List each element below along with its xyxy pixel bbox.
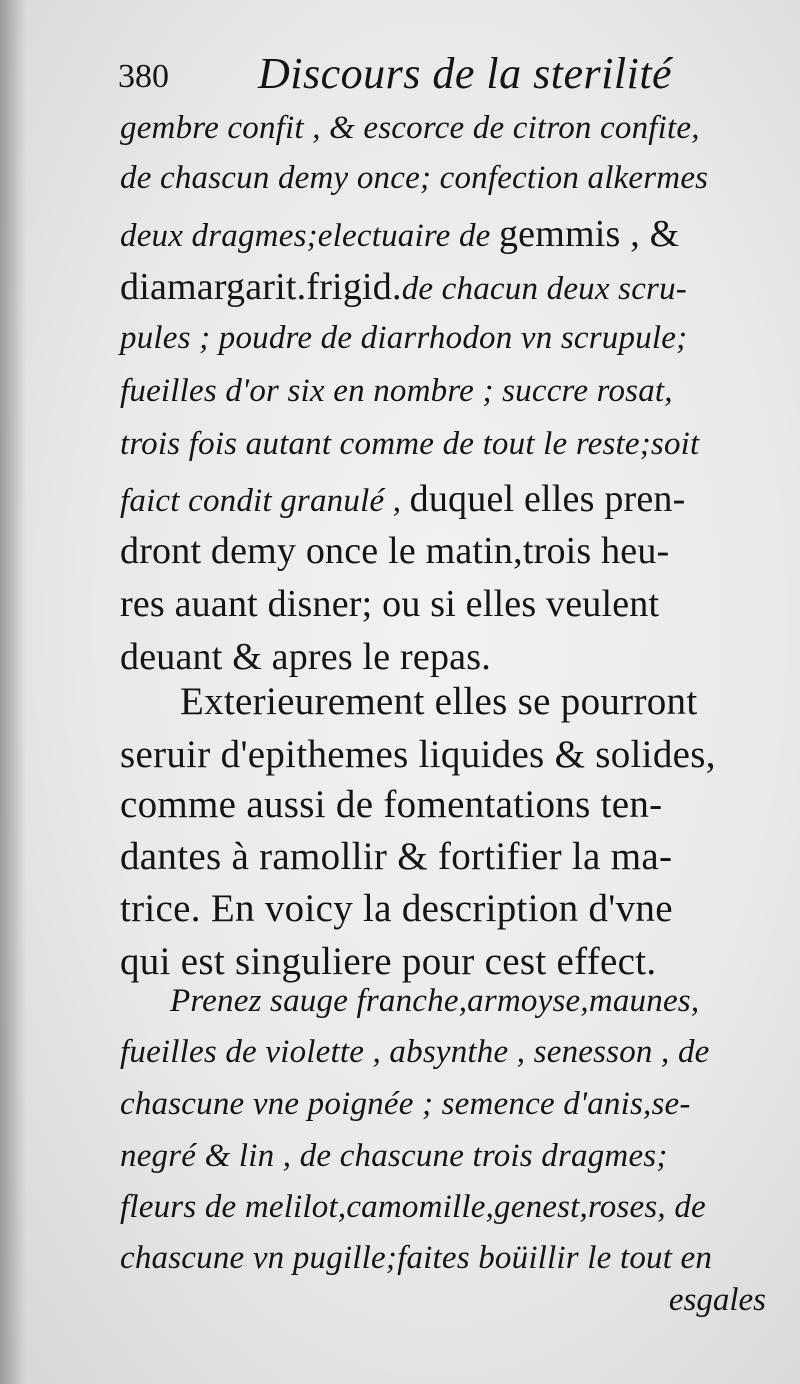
text-run: Prenez sauge franche,armoyse,maunes, [170,983,700,1019]
text-run: pules ; poudre de diarrhodon vn scrupule; [120,320,688,356]
text-line [120,942,656,981]
text-run: comme aussi de fomentations ten- [120,783,663,826]
text-line [120,1036,710,1069]
text-run: fleurs de melilot,camomille,genest,roses, de [120,1189,706,1225]
text-run: qui est singuliere pour cest effect. [120,940,657,983]
text-run: negré & lin , de chascune trois dragmes; [120,1138,668,1174]
running-title: Discours de la sterilité [258,49,673,98]
text-line [120,112,700,145]
page-number: 380 [118,58,169,95]
text-line [120,735,716,774]
text-line [120,638,491,676]
text-run: trice. En voicy la description d'vne [120,887,673,930]
text-run: fueilles de violette , absynthe , senesson , de [120,1034,710,1070]
page-binding-shadow [0,0,26,1384]
text-line [120,889,673,928]
text-line [120,480,686,518]
catchword: esgales [668,1282,766,1318]
text-run: gemmis , & [498,213,680,255]
text-run: duquel elles pren- [409,478,686,520]
text-run: fueilles d'or six en nombre ; succre rosat, [120,373,673,409]
text-line [120,1088,691,1121]
text-run: deuant & apres le repas. [120,636,491,678]
text-run: gembre confit , & escorce de citron confite, [120,110,700,146]
text-line [120,375,673,408]
text-run: trois fois autant comme de tout le reste;soit [120,426,700,462]
text-line [120,1242,712,1275]
text-line [120,532,669,570]
text-run: res auant disner; ou si elles veulent [120,583,660,625]
text-line [120,785,662,824]
text-run: Exterieurement elles se pourront [180,680,698,723]
text-line [120,585,659,623]
text-line [120,428,699,461]
text-run: diamargarit.frigid. [120,266,402,308]
text-line [170,985,699,1018]
text-run: faict condit granulé , [120,483,410,519]
text-run: deux dragmes;electuaire de [120,218,499,254]
text-run: chascune vn pugille;faites boüillir le tout en [120,1240,713,1276]
text-line [120,322,687,355]
text-run: de chascun demy once; confection alkermes [120,160,709,196]
text-run: seruir d'epithemes liquides & solides, [120,733,716,776]
text-run: dantes à ramollir & fortifier la ma- [120,835,673,878]
text-line [120,1191,706,1224]
text-line [120,215,679,253]
page-header [118,48,768,100]
text-line [120,268,687,306]
text-line [120,162,708,195]
text-line [120,837,672,876]
text-run: chascune vne poignée ; semence d'anis,se- [120,1086,691,1122]
text-run: dront demy once le matin,trois heu- [120,530,670,572]
text-line [120,1140,668,1173]
text-run: de chacun deux scru- [401,271,687,307]
text-line [180,682,698,721]
